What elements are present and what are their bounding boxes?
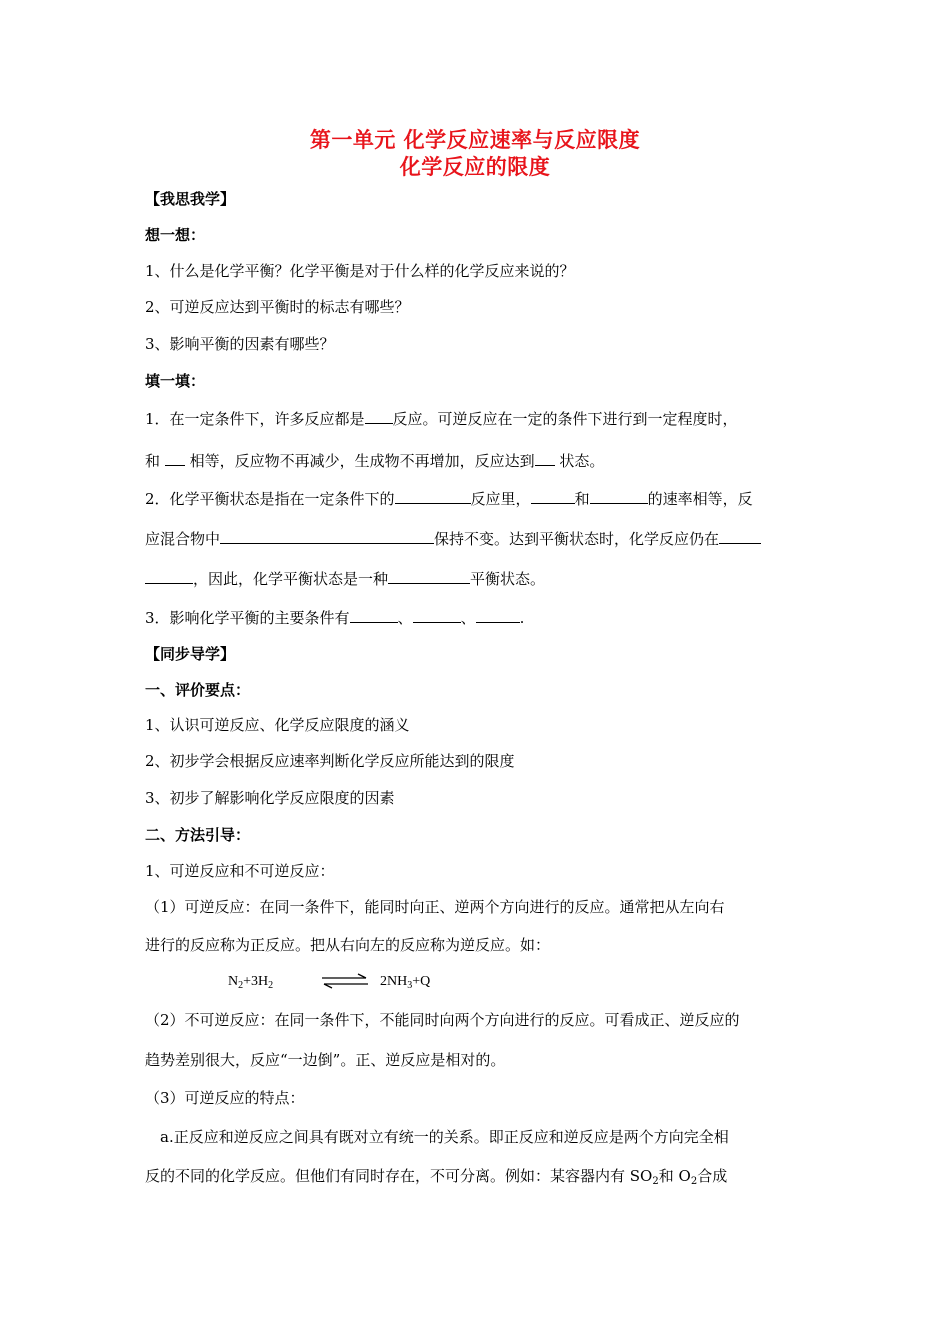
reversible-def-line-2: 进行的反应称为正反应。把从右向左的反应称为逆反应。如： bbox=[145, 936, 551, 954]
answer-blank[interactable] bbox=[220, 528, 434, 544]
fill-text: 1．在一定条件下，许多反应都是 bbox=[145, 410, 365, 428]
title-line-2: 化学反应的限度 bbox=[399, 155, 551, 179]
think-question-3: 3、影响平衡的因素有哪些？ bbox=[145, 335, 335, 353]
fill-heading: 填一填： bbox=[145, 372, 206, 390]
method-subhead-1: 1、可逆反应和不可逆反应： bbox=[145, 862, 335, 880]
answer-blank[interactable] bbox=[165, 450, 185, 466]
fill-line-3 bbox=[145, 488, 753, 508]
fill-text: 3．影响化学平衡的主要条件有 bbox=[145, 609, 350, 627]
fill-text: 应混合物中 bbox=[145, 530, 221, 548]
answer-blank[interactable] bbox=[535, 450, 555, 466]
fill-text: 的速率相等，反 bbox=[647, 490, 753, 508]
reversible-arrow-icon bbox=[320, 973, 370, 989]
fill-text: 相等，反应物不再减少，生成物不再增加，反应达到 bbox=[189, 452, 535, 470]
answer-blank[interactable] bbox=[350, 607, 398, 623]
separator: 、 bbox=[397, 609, 413, 627]
answer-blank[interactable] bbox=[365, 408, 393, 424]
fill-text: 和 bbox=[574, 490, 590, 508]
fill-text: 保持不变。达到平衡状态时，化学反应仍在 bbox=[434, 530, 720, 548]
method-heading: 二、方法引导： bbox=[145, 826, 251, 844]
eval-point-1: 1、认识可逆反应、化学反应限度的涵义 bbox=[145, 716, 410, 734]
eval-point-3: 3、初步了解影响化学反应限度的因素 bbox=[145, 789, 395, 807]
irreversible-def-line-1: （2）不可逆反应：在同一条件下，不能同时向两个方向进行的反应。可看成正、逆反应的 bbox=[145, 1011, 740, 1029]
feature-a-line-2: 反的不同的化学反应。但他们有同时存在，不可分离。例如：某容器内有 $SO_2$和 $O_2$合成 bbox=[145, 1167, 728, 1187]
irreversible-def-line-2: 趋势差别很大，反应“一边倒”。正、逆反应是相对的。 bbox=[145, 1051, 506, 1069]
period: . bbox=[519, 609, 525, 627]
answer-blank[interactable] bbox=[719, 528, 761, 544]
think-question-1: 1、什么是化学平衡？化学平衡是对于什么样的化学反应来说的？ bbox=[145, 262, 575, 280]
answer-blank[interactable] bbox=[590, 488, 648, 504]
answer-blank[interactable] bbox=[395, 488, 471, 504]
fill-text: 状态。 bbox=[559, 452, 605, 470]
equation-products: $2NH_3+Q$ bbox=[380, 974, 431, 991]
title-line-1: 第一单元 化学反应速率与反应限度 bbox=[309, 128, 641, 152]
section-heading-tongbu: 【同步导学】 bbox=[145, 645, 236, 663]
fill-line-1 bbox=[145, 408, 738, 428]
reversible-features-heading: （3）可逆反应的特点： bbox=[145, 1089, 305, 1107]
fill-line-4 bbox=[145, 528, 761, 548]
think-question-2: 2、可逆反应达到平衡时的标志有哪些？ bbox=[145, 298, 410, 316]
fill-line-2 bbox=[145, 450, 604, 470]
separator: 、 bbox=[460, 609, 476, 627]
fill-text: 反应。可逆反应在一定的条件下进行到一定程度时， bbox=[392, 410, 738, 428]
answer-blank[interactable] bbox=[476, 607, 520, 623]
answer-blank[interactable] bbox=[413, 607, 461, 623]
equation-reactants: $N_2+3H_2$ bbox=[228, 974, 274, 991]
answer-blank[interactable] bbox=[145, 568, 193, 584]
eval-heading: 一、评价要点： bbox=[145, 681, 251, 699]
think-heading: 想一想： bbox=[145, 226, 206, 244]
fill-text: ，因此，化学平衡状态是一种 bbox=[193, 570, 389, 588]
fill-line-5 bbox=[145, 568, 545, 588]
section-heading-wosi: 【我思我学】 bbox=[145, 190, 236, 208]
fill-text: 2．化学平衡状态是指在一定条件下的 bbox=[145, 490, 395, 508]
answer-blank[interactable] bbox=[388, 568, 470, 584]
fill-text: 和 bbox=[145, 452, 161, 470]
eval-point-2: 2、初步学会根据反应速率判断化学反应所能达到的限度 bbox=[145, 752, 515, 770]
fill-text: 平衡状态。 bbox=[470, 570, 546, 588]
fill-line-6 bbox=[145, 607, 524, 627]
fill-text: 反应里， bbox=[470, 490, 531, 508]
feature-a-line-1: a.正反应和逆反应之间具有既对立有统一的关系。即正反应和逆反应是两个方向完全相 bbox=[160, 1128, 729, 1146]
reversible-def-line-1: （1）可逆反应：在同一条件下，能同时向正、逆两个方向进行的反应。通常把从左向右 bbox=[145, 898, 725, 916]
answer-blank[interactable] bbox=[531, 488, 575, 504]
